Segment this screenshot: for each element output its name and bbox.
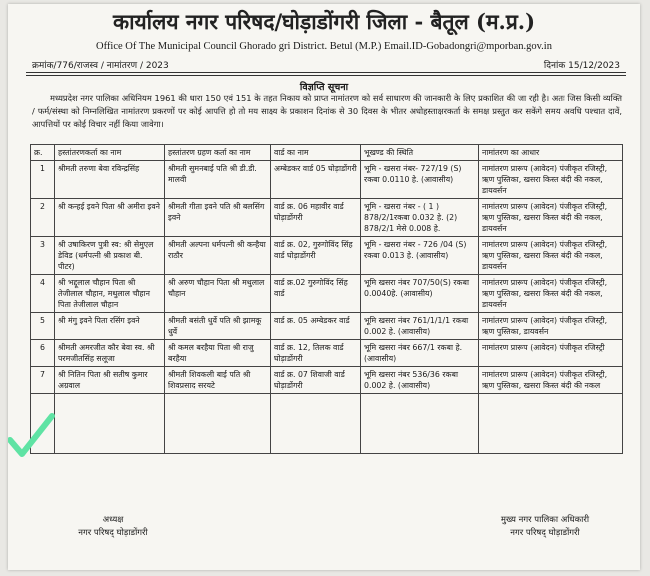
col-header-plot: भूखण्ड की स्थिति — [361, 145, 479, 161]
table-row — [31, 161, 623, 199]
notice-date: दिनांक 15/12/2023 — [543, 61, 620, 71]
cell-transferee: श्रीमती शिवकली बाई पति श्री शिवप्रसाद सरयटे — [165, 367, 271, 394]
signature-president-office: नगर परिषद् घोड़ाडोंगरी — [78, 528, 148, 538]
cell-transferor: श्रीमती तरुणा बेवा रविन्द्रसिंह — [55, 161, 165, 199]
cell-no: 5 — [31, 313, 55, 340]
cell-transferor: श्री मंगु इवने पिता रसिंग इवने — [55, 313, 165, 340]
checkmark-stroke — [10, 416, 52, 454]
checkmark-icon — [8, 404, 68, 464]
cell-no: 1 — [31, 161, 55, 199]
cell-basis: नामांतरण प्रारूप (आवेदन) पंजीकृत रजिस्ट्री, ऋण पुस्तिका, खसरा किस्त बंदी की नकल, डायवर्सन — [479, 199, 623, 237]
cell-ward: वार्ड क्र. 05 अम्बेडकर वार्ड — [271, 313, 361, 340]
cell-transferor: श्री कन्हई इवने पिता श्री अमीरा इवने — [55, 199, 165, 237]
cell-basis: नामांतरण प्रारूप (आवेदन) पंजीकृत रजिस्ट्री, ऋण पुस्तिका, खसरा किस्त बंदी की नकल, डायवर्सन — [479, 275, 623, 313]
cell-plot: भूमि खसरा नंबर 707/50(S) रकबा 0.0040हे. (आवासीय) — [361, 275, 479, 313]
cell-ward: वार्ड क्र. 06 महावीर वार्ड घोड़ाडोंगरी — [271, 199, 361, 237]
cell-no: 7 — [31, 367, 55, 394]
cell-no: 4 — [31, 275, 55, 313]
cell-ward: वार्ड क्र. 02, गुरुगोविंद सिंह वार्ड घोड़ाडोंगरी — [271, 237, 361, 275]
cell-no: 3 — [31, 237, 55, 275]
cell-transferee: श्री कमल बरहैया पिता श्री राजु बरहैया — [165, 340, 271, 367]
table-row — [31, 367, 623, 394]
cell-transferee: श्रीमती अल्पना धर्मपत्नी श्री कन्हैया राठौर — [165, 237, 271, 275]
signature-cmo-office: नगर परिषद् घोड़ाडोंगरी — [510, 528, 580, 538]
cell-ward: अम्बेडकर वार्ड 05 घोड़ाडोंगरी — [271, 161, 361, 199]
cell-transferor: श्री भद्दूलाल चौहान पिता श्री तेजीलाल चौहान, मथुलाल चौहान पिता तेजीलाल चौहान — [55, 275, 165, 313]
notice-document — [8, 4, 640, 570]
table-row — [31, 237, 623, 275]
cell-ward: वार्ड क्र. 12, तिलक वार्ड घोड़ाडोंगरी — [271, 340, 361, 367]
office-address: Office Of The Municipal Council Ghorado gri District. Betul (M.P.) Email.ID-Gobadongri@mporban.gov.in — [96, 41, 552, 52]
cell-transferee: श्रीमती सुमनबाई पति श्री डी.डी. मालवी — [165, 161, 271, 199]
cell-transferee: श्री अरुण चौहान पिता श्री मथुलाल चौहान — [165, 275, 271, 313]
cell-basis: नामांतरण प्रारूप (आवेदन) पंजीकृत रजिस्ट्री, ऋण पुस्तिका, खसरा किस्त बंदी की नकल, डायवर्सन — [479, 161, 623, 199]
cell-no: 2 — [31, 199, 55, 237]
cell-transferee: श्रीमती गीता इवने पति श्री बलसिंग इवने — [165, 199, 271, 237]
table-row — [31, 340, 623, 367]
cell-ward: वार्ड क्र. 07 शिवाजी वार्ड घोड़ाडोंगरी — [271, 367, 361, 394]
table-row — [31, 275, 623, 313]
cell-transferee: श्रीमती बसंती धुर्वे पति श्री झामकू धुर्वे — [165, 313, 271, 340]
table-row — [31, 199, 623, 237]
cell-transferor: श्रीमती अमरजीत कौर बेवा स्व. श्री परमजीतसिंह सलूजा — [55, 340, 165, 367]
notice-title: विज्ञप्ति सूचना — [299, 82, 349, 93]
cell-transferor: श्री नितिन पिता श्री सतीष कुमार अग्रवाल — [55, 367, 165, 394]
cell-basis: नामांतरण प्रारूप (आवेदन) पंजीकृत रजिस्ट्री, ऋण पुस्तिका, खसरा किस्त बंदी की नकल — [479, 367, 623, 394]
cell-basis: नामांतरण प्रारूप (आवेदन) पंजीकृत रजिस्ट्री — [479, 340, 623, 367]
col-header-transferee: हस्तांतरण ग्रहण कर्ता का नाम — [165, 145, 271, 161]
header-divider — [26, 72, 626, 73]
col-header-ward: वार्ड का नाम — [271, 145, 361, 161]
cell-plot: भूमि खसरा नंबर 667/1 रकबा हे. (आवासीय) — [361, 340, 479, 367]
cell-plot: भूमि खसरा नंबर 761/1/1/1 रकबा 0.002 हे. (आवासीय) — [361, 313, 479, 340]
cell-no: 6 — [31, 340, 55, 367]
reference-number: क्रमांक/776/राजस्व / नामांतरण / 2023 — [32, 61, 169, 71]
cell-plot: भूमि - खसरा नंबर - ( 1 ) 878/2/1रकबा 0.032 हे. (2) 878/2/1 मेसे 0.008 हे. — [361, 199, 479, 237]
col-header-no: क्र. — [31, 145, 55, 161]
mutation-table — [30, 144, 623, 454]
office-title: कार्यालय नगर परिषद/घोड़ाडोंगरी जिला - बैतूल (म.प्र.) — [112, 9, 536, 34]
col-header-transferor: हस्तांतरणकर्ता का नाम — [55, 145, 165, 161]
header-divider-secondary — [26, 75, 626, 76]
cell-plot: भूमि - खसरा नंबर- 727/19 (S) रकबा 0.0110 हे. (आवासीय) — [361, 161, 479, 199]
signature-president-title: अध्यक्ष — [102, 515, 124, 525]
cell-basis: नामांतरण प्रारूप (आवेदन) पंजीकृत रजिस्ट्री, ऋण पुस्तिका, डायवर्सन — [479, 313, 623, 340]
cell-ward: वार्ड क्र.02 गुरुगोविंद सिंह वार्ड — [271, 275, 361, 313]
cell-basis: नामांतरण प्रारूप (आवेदन) पंजीकृत रजिस्ट्री, ऋण पुस्तिका, खसरा किस्त बंदी की नकल, डायवर्सन — [479, 237, 623, 275]
cell-transferor: श्री उषाकिरण पुत्री स्व: श्री सेमुएल डेविड (धर्मपत्नी श्री प्रकाश बी. पीटर) — [55, 237, 165, 275]
notice-paragraph: मध्यप्रदेश नगर पालिका अधिनियम 1961 की धारा 150 एवं 151 के तहत निकाय को प्राप्त नामांतरण को सर्व साधारण की जानकारी के लिए प्रकाशित की जा रही है। अतः जिस किसी व्यक्ति / फर्म/संस्था को निम्नलिखित नामांतरण प्रकरणों पर कोई आपत्ति हो तो मय साक्ष्य के प्रकाशन दिनांक से 30 दिवस के भीतर अधोहस्ताक्षरकर्ता के समक्ष प्रस्तुत कर सकेंगे समय अवधि पश्चात दावें, आपत्तियों पर कोई विचार नहीं किया जावेगा। — [32, 93, 622, 129]
cell-plot: भूमि - खसरा नंबर - 726 /04 (S) रकबा 0.013 हे. (आवासीय) — [361, 237, 479, 275]
table-signature-space — [31, 394, 623, 454]
signature-cmo — [460, 514, 630, 540]
table-row — [31, 313, 623, 340]
col-header-basis: नामांतरण का आधार — [479, 145, 623, 161]
signature-president — [48, 514, 178, 540]
signature-cmo-title: मुख्य नगर पालिका अधिकारी — [500, 515, 590, 525]
table-header-row — [31, 145, 623, 161]
cell-plot: भूमि खसरा नंबर 536/36 रकबा 0.002 हे. (आवासीय) — [361, 367, 479, 394]
